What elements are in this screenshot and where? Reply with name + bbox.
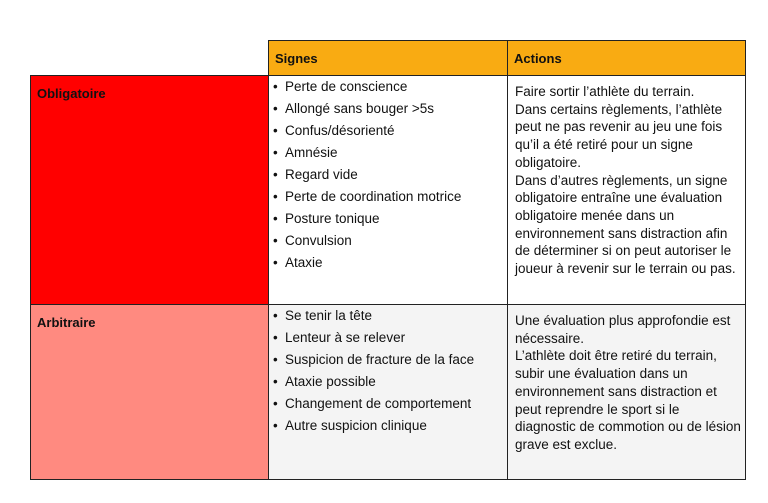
header-signs: Signes: [269, 40, 508, 76]
list-item: • Changement de comportement: [269, 393, 507, 415]
list-item: • Suspicion de fracture de la face: [269, 349, 507, 371]
list-item: • Confus/désorienté: [269, 120, 507, 142]
actions-paragraph: Dans certains règlements, l’athlète peut ne pas revenir au jeu une fois qu’il a été retiré pour un signe obligatoire.: [515, 101, 723, 170]
list-item: • Lenteur à se relever: [269, 327, 507, 349]
category-obligatoire: Obligatoire: [30, 76, 269, 305]
empty-corner-cell: [30, 40, 269, 76]
list-item: • Ataxie: [269, 252, 507, 274]
list-item: • Convulsion: [269, 230, 507, 252]
list-item: • Ataxie possible: [269, 371, 507, 393]
actions-cell-arbitraire: [508, 305, 746, 480]
actions-paragraph: L’athlète doit être retiré du terrain, subir une évaluation dans un environnement sans distraction et peut reprendre le sport si le diagnostic de commotion ou de lésion grave est exclue.: [515, 348, 741, 452]
category-arbitraire: Arbitraire: [30, 305, 269, 480]
signs-list-arbitraire: [269, 305, 507, 437]
list-item: • Autre suspicion clinique: [269, 415, 507, 437]
list-item: • Amnésie: [269, 142, 507, 164]
list-item: • Se tenir la tête: [269, 305, 507, 327]
signs-cell-arbitraire: [269, 305, 508, 480]
list-item: • Posture tonique: [269, 208, 507, 230]
list-item: • Allongé sans bouger >5s: [269, 98, 507, 120]
signs-cell-obligatoire: [269, 76, 508, 305]
header-actions: Actions: [508, 40, 746, 76]
actions-paragraph: Dans d’autres règlements, un signe obligatoire entraîne une évaluation obligatoire menée dans un environnement sans distraction afin de déterminer si on peut autoriser le joueur à revenir sur le terrain ou pas.: [515, 172, 736, 277]
concussion-signs-table: [30, 40, 746, 480]
actions-cell-obligatoire: [508, 76, 746, 305]
list-item: • Perte de coordination motrice: [269, 186, 507, 208]
list-item: • Regard vide: [269, 164, 507, 186]
actions-paragraph: Faire sortir l’athlète du terrain.: [515, 84, 695, 99]
signs-list-obligatoire: [269, 76, 507, 274]
actions-paragraph: Une évaluation plus approfondie est nécessaire.: [515, 313, 731, 346]
list-item: • Perte de conscience: [269, 76, 507, 98]
